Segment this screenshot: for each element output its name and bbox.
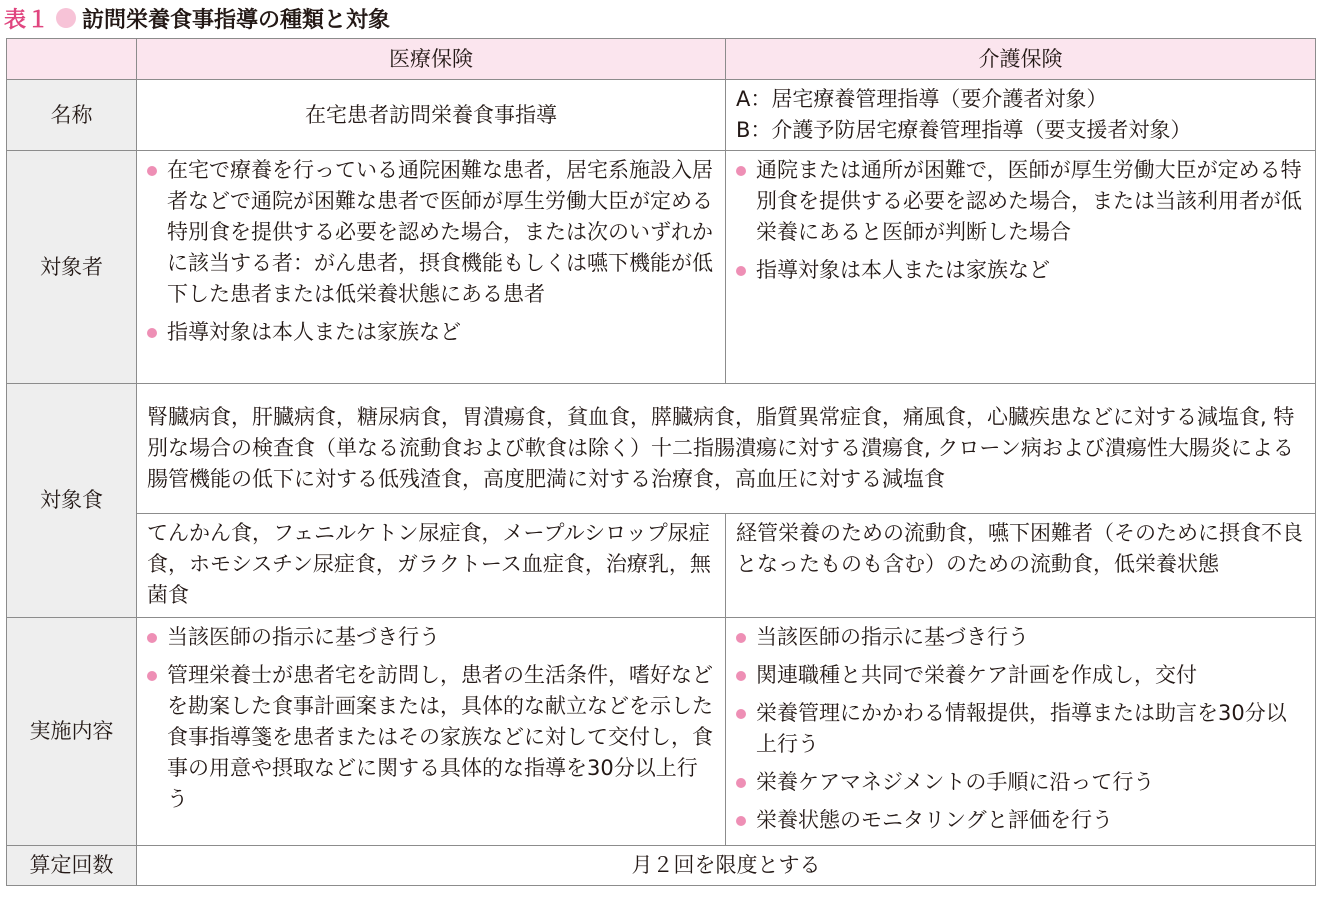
- bullet-icon: [736, 816, 746, 826]
- care-food-cell: 経管栄養のための流動食，嚥下困難者（そのために摂食不良となったものも含む）のための流動食，低栄養状態: [726, 514, 1316, 618]
- list-item: 指導対象は本人または家族など: [736, 255, 1305, 286]
- bullet-icon: [147, 166, 157, 176]
- list-item: 栄養管理にかかわる情報提供，指導または助言を30分以上行う: [736, 698, 1305, 760]
- bullet-icon: [736, 166, 746, 176]
- list-item: 関連職種と共同で栄養ケア計画を作成し，交付: [736, 660, 1305, 691]
- common-food-cell: 腎臓病食，肝臓病食，糖尿病食，胃潰瘍食，貧血食，膵臓病食，脂質異常症食，痛風食，心臓疾患などに対する減塩食, 特別な場合の検査食（単なる流動食および軟食は除く）十二指腸潰瘍に対する潰瘍食, クローン病および潰瘍性大腸炎による腸管機能の低下に対する低残渣食，高度肥満に対する治療食，高血圧に対する減塩食: [137, 384, 1316, 514]
- table-row-name: [7, 80, 1316, 151]
- care-target-cell: [726, 151, 1316, 384]
- list-item: 当該医師の指示に基づき行う: [147, 622, 715, 653]
- count-cell: 月２回を限度とする: [137, 846, 1316, 886]
- row-label-content: 実施内容: [7, 618, 137, 846]
- medical-content-list: [147, 622, 715, 815]
- list-item: 管理栄養士が患者宅を訪問し，患者の生活条件，嗜好などを勘案した食事計画案または，具体的な献立などを示した食事指導箋を患者またはその家族などに対して交付し，食事の用意や摂取などに関する具体的な指導を30分以上行う: [147, 660, 715, 815]
- bullet-icon: [736, 709, 746, 719]
- medical-insurance-header: 医療保険: [137, 39, 726, 80]
- table-row-food-specific: [7, 514, 1316, 618]
- table-row-content: [7, 618, 1316, 846]
- care-target-list: [736, 155, 1305, 286]
- list-item: 当該医師の指示に基づき行う: [736, 622, 1305, 653]
- care-name-cell: [726, 80, 1316, 151]
- bullet-icon: [736, 671, 746, 681]
- row-label-name: 名称: [7, 80, 137, 151]
- list-item: 指導対象は本人または家族など: [147, 317, 715, 348]
- table-title-text: 訪問栄養食事指導の種類と対象: [82, 7, 391, 33]
- header-row: [7, 39, 1316, 80]
- care-insurance-header: 介護保険: [726, 39, 1316, 80]
- care-content-cell: [726, 618, 1316, 846]
- row-label-food: 対象食: [7, 384, 137, 618]
- bullet-icon: [147, 328, 157, 338]
- medical-content-cell: [137, 618, 726, 846]
- row-label-count: 算定回数: [7, 846, 137, 886]
- bullet-icon: [736, 633, 746, 643]
- medical-name-cell: 在宅患者訪問栄養食事指導: [137, 80, 726, 151]
- list-item: 在宅で療養を行っている通院困難な患者，居宅系施設入居者などで通院が困難な患者で医師が厚生労働大臣が定める特別食を提供する必要を認めた場合，または次のいずれかに該当する者：がん患者，摂食機能もしくは嚥下機能が低下した患者または低栄養状態にある患者: [147, 155, 715, 310]
- care-name-a: A：居宅療養管理指導（要介護者対象）: [736, 87, 1108, 111]
- care-content-list: [736, 622, 1305, 836]
- row-label-target: 対象者: [7, 151, 137, 384]
- table-row-food-common: [7, 384, 1316, 514]
- corner-header: [7, 39, 137, 80]
- table-number: 表１: [4, 7, 51, 33]
- medical-target-list: [147, 155, 715, 348]
- table-row-target: [7, 151, 1316, 384]
- care-name-b: B：介護予防居宅療養管理指導（要支援者対象）: [736, 118, 1192, 142]
- list-item: 栄養ケアマネジメントの手順に沿って行う: [736, 767, 1305, 798]
- comparison-table: [6, 38, 1316, 886]
- medical-target-cell: [137, 151, 726, 384]
- bullet-icon: [736, 778, 746, 788]
- table-title: [4, 2, 390, 34]
- list-item: 栄養状態のモニタリングと評価を行う: [736, 805, 1305, 836]
- bullet-icon: [147, 671, 157, 681]
- bullet-icon: [147, 633, 157, 643]
- medical-food-cell: てんかん食，フェニルケトン尿症食，メープルシロップ尿症食，ホモシスチン尿症食，ガラクトース血症食，治療乳，無菌食: [137, 514, 726, 618]
- bullet-icon: [736, 266, 746, 276]
- list-item: 通院または通所が困難で，医師が厚生労働大臣が定める特別食を提供する必要を認めた場合，または当該利用者が低栄養にあると医師が判断した場合: [736, 155, 1305, 248]
- pink-dot-icon: [56, 8, 76, 28]
- table-row-count: [7, 846, 1316, 886]
